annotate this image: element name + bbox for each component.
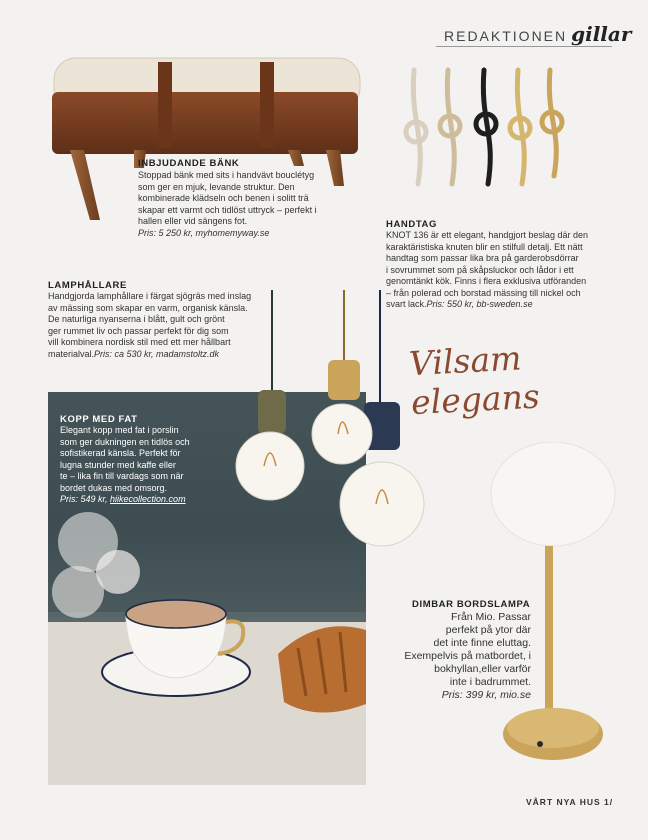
lampholder-line: vill kombinera nordisk stil med ett mer hållbart (48, 337, 231, 347)
table-lamp-line: Från Mio. Passar (451, 611, 531, 623)
bench-title: INBJUDANDE BÄNK (138, 158, 240, 169)
cup-line: sofistikerad känsla. Perfekt för (60, 448, 181, 458)
table-lamp-title: DIMBAR BORDSLAMPA (412, 599, 531, 610)
table-lamp-line: inte i badrummet. (449, 676, 531, 688)
lampholder-line: ger rummet liv och passar perfekt för dig som (48, 325, 229, 336)
handles-title: HANDTAG (386, 219, 437, 230)
lampholder-line: Handgjorda lamphållare i färgat sjögräs med inslag (48, 291, 252, 301)
handles-line: handtag som passar lika bra på garderobsdörrar (386, 253, 579, 263)
cup-text (60, 425, 220, 506)
cup-line: Elegant kopp med fat i porslin (60, 425, 179, 435)
cup-line: lugna stunder med kaffe eller (60, 459, 176, 470)
pendant-lamps (230, 290, 430, 550)
lampholder-line: av mässing som skapar en varm, organisk känsla. (48, 302, 248, 313)
handles-line: genomtänkt kök. Finns i flera exklusiva utföranden (386, 276, 587, 286)
handles-line: karaktäristiska knuten blir en stilfull detalj. Ett nätt (386, 241, 583, 252)
cup-price: Pris: 549 kr, (60, 494, 111, 504)
cup-title: KOPP MED FAT (60, 414, 138, 425)
section-script: gillar (571, 22, 632, 46)
page-footer: VÅRT NYA HUS 1/ (526, 797, 614, 807)
handles-line: – från polerad och borstad mässing till nickel och (386, 287, 581, 298)
bench-price: Pris: 5 250 kr, myhomemyway.se (138, 227, 270, 238)
bench-text (138, 170, 348, 239)
section-header (444, 22, 631, 46)
feature-script-title: Vilsam elegans (408, 338, 541, 423)
handles-last-line: svart lack. (386, 299, 427, 309)
cup-link[interactable]: hiikecollection.com (110, 494, 186, 504)
lampholder-last-line: materialval. (48, 348, 95, 359)
bench-line: skapar ett varmt och tidlöst uttryck – perfekt i (138, 204, 317, 215)
handles-line: KNOT 136 är ett elegant, handgjort beslag där den (386, 230, 588, 240)
header-divider (436, 46, 612, 47)
bench-line: hallen eller vid sängens fot. (138, 216, 248, 226)
cup-line: som ger dukningen en tidlös och (60, 436, 190, 447)
bench-line: Stoppad bänk med sits i handvävt bouclétyg (138, 170, 315, 180)
lampholder-line: De naturliga nyanserna i blått, gult och grönt (48, 314, 225, 324)
cup-line: bordet dukas med omsorg. (60, 482, 168, 493)
bench-line: som ger en mjuk, levande struktur. Den (138, 181, 295, 192)
table-lamp-text (394, 611, 531, 702)
table-lamp-price: Pris: 399 kr, mio.se (441, 689, 531, 701)
lampholder-title: LAMPHÅLLARE (48, 280, 127, 291)
handles-price: Pris: 550 kr, bb-sweden.se (426, 299, 533, 309)
table-lamp-line: bokhyllan,eller varför (434, 663, 531, 675)
bench-line: kombinerade klädseln och benen i solitt trä (138, 193, 309, 203)
table-lamp-line: Exempelvis på matbordet, i (404, 650, 531, 662)
cup-line: te – lika fin till vardags som när (60, 471, 184, 481)
lampholder-price: Pris: ca 530 kr, madamstoltz.dk (94, 348, 220, 359)
table-lamp-line: perfekt på ytor där (445, 624, 531, 636)
handles-image (396, 64, 576, 194)
handles-line: i sovrummet som på skåpsluckor och lådor i ett (386, 264, 574, 275)
table-lamp-line: det inte finne eluttag. (433, 637, 531, 649)
section-label: REDAKTIONEN (444, 28, 568, 44)
